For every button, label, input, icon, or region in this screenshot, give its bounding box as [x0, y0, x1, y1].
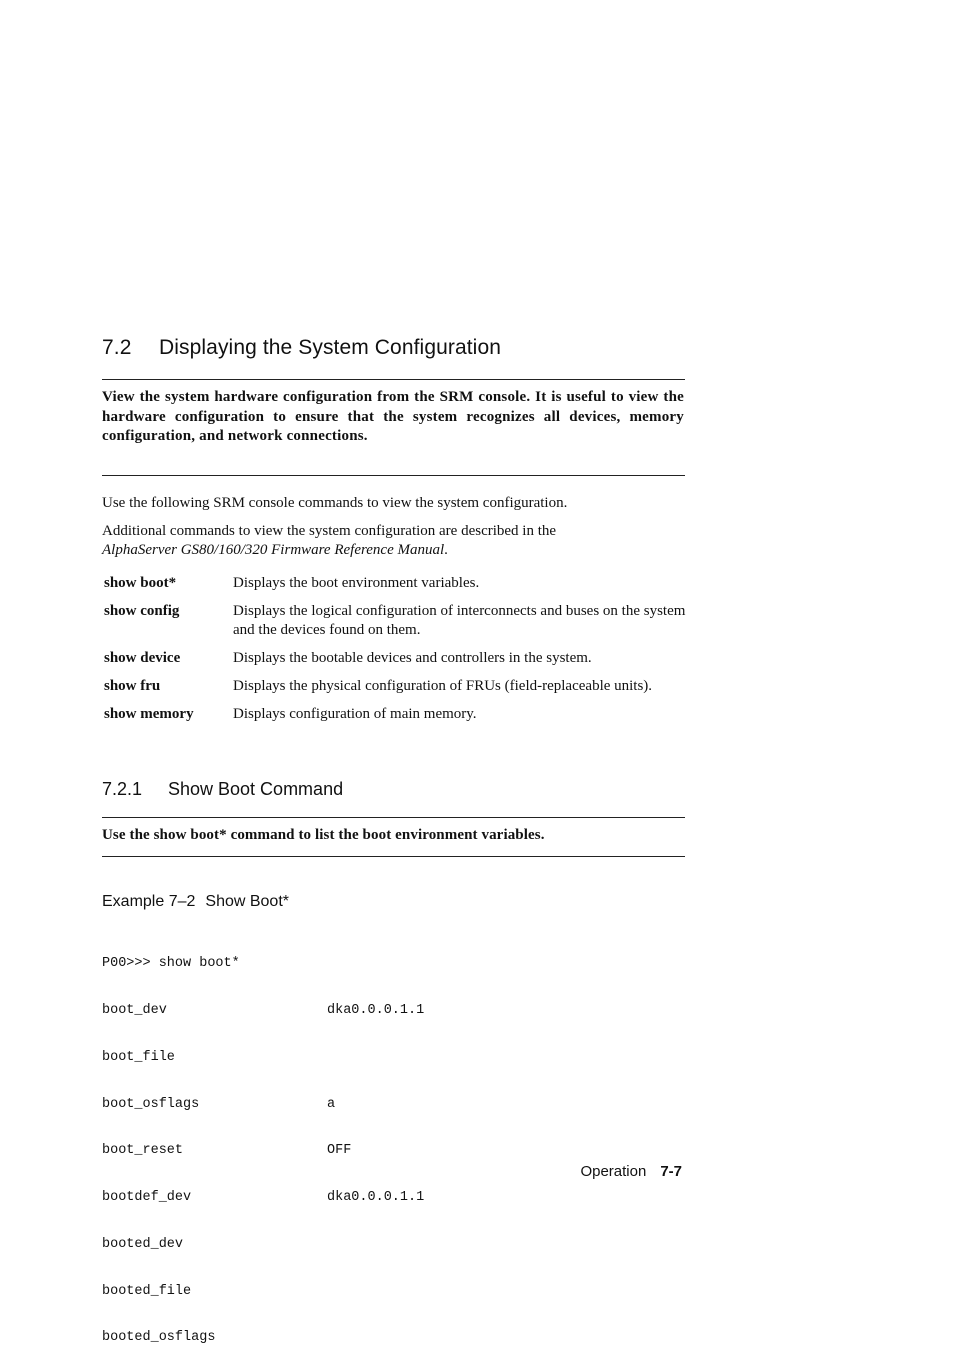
section-heading — [102, 336, 501, 360]
command-description: Displays configuration of main memory. — [233, 706, 477, 722]
code-line — [102, 1190, 424, 1206]
section-number: 7.2 — [102, 336, 132, 359]
command-name: show device — [104, 650, 181, 666]
example-title: Show Boot* — [205, 893, 289, 910]
env-var-value: dka0.0.0.1.1 — [327, 1190, 425, 1206]
subsection-summary: Use the show boot* command to list the boot environment variables. — [102, 827, 545, 843]
env-var-name: booted_dev — [102, 1236, 184, 1252]
command-row — [102, 677, 692, 696]
example-caption — [102, 893, 289, 911]
command-description: Displays the bootable devices and controllers in the system. — [233, 650, 592, 666]
env-var-name: booted_osflags — [102, 1330, 216, 1346]
command-list — [102, 574, 692, 733]
summary-top-rule — [102, 379, 685, 380]
command-description: Displays the physical configuration of FRUs (field-replaceable units). — [233, 678, 653, 694]
env-var-value: dka0.0.0.1.1 — [327, 1002, 425, 1018]
code-line — [102, 1003, 424, 1019]
code-prompt: P00>>> show boot* — [102, 956, 240, 972]
command-name: show memory — [104, 706, 194, 722]
summary-bottom-rule — [102, 475, 685, 476]
code-line — [102, 1097, 424, 1113]
section-summary: View the system hardware configuration from the SRM console. It is useful to view the hardware configuration to ensure that the system recognizes all devices, memory configuration, and network connections. — [102, 389, 684, 444]
subsummary-top-rule — [102, 817, 685, 818]
code-line — [102, 1143, 424, 1159]
command-name: show fru — [104, 678, 161, 694]
reference-lead: Additional commands to view the system configuration are described in the — [102, 523, 557, 539]
command-row — [102, 705, 692, 724]
subsection-heading — [102, 779, 343, 800]
env-var-name: boot_file — [102, 1049, 175, 1065]
env-var-value: OFF — [327, 1143, 352, 1159]
code-line — [102, 1330, 424, 1346]
subsection-number: 7.2.1 — [102, 779, 143, 799]
code-block — [102, 925, 424, 1362]
reference-paragraph — [102, 522, 684, 560]
env-var-name: booted_file — [102, 1283, 192, 1299]
subsummary-bottom-rule — [102, 856, 685, 857]
code-line — [102, 1050, 424, 1066]
section-title: Displaying the System Configuration — [159, 336, 502, 359]
env-var-name: boot_dev — [102, 1002, 167, 1018]
intro-paragraph: Use the following SRM console commands to view the system configuration. — [102, 495, 568, 511]
command-description: Displays the boot environment variables. — [233, 575, 480, 591]
reference-end: . — [444, 542, 448, 558]
reference-manual-title: AlphaServer GS80/160/320 Firmware Reference Manual — [102, 542, 445, 558]
subsection-title: Show Boot Command — [168, 779, 344, 799]
env-var-name: boot_osflags — [102, 1096, 200, 1112]
footer-chapter: Operation — [580, 1163, 647, 1180]
command-description: Displays the logical configuration of interconnects and buses on the system and the devices found on them. — [233, 603, 686, 638]
page-footer — [580, 1163, 682, 1180]
env-var-value: a — [327, 1096, 336, 1112]
env-var-name: bootdef_dev — [102, 1190, 192, 1206]
env-var-name: boot_reset — [102, 1143, 184, 1159]
command-name: show config — [104, 603, 180, 619]
page-number: 7-7 — [660, 1163, 682, 1180]
code-line — [102, 1284, 424, 1300]
code-line — [102, 1237, 424, 1253]
command-row — [102, 649, 692, 668]
command-row — [102, 574, 692, 593]
command-name: show boot* — [104, 575, 177, 591]
command-row — [102, 602, 692, 640]
example-label: Example 7–2 — [102, 893, 196, 910]
